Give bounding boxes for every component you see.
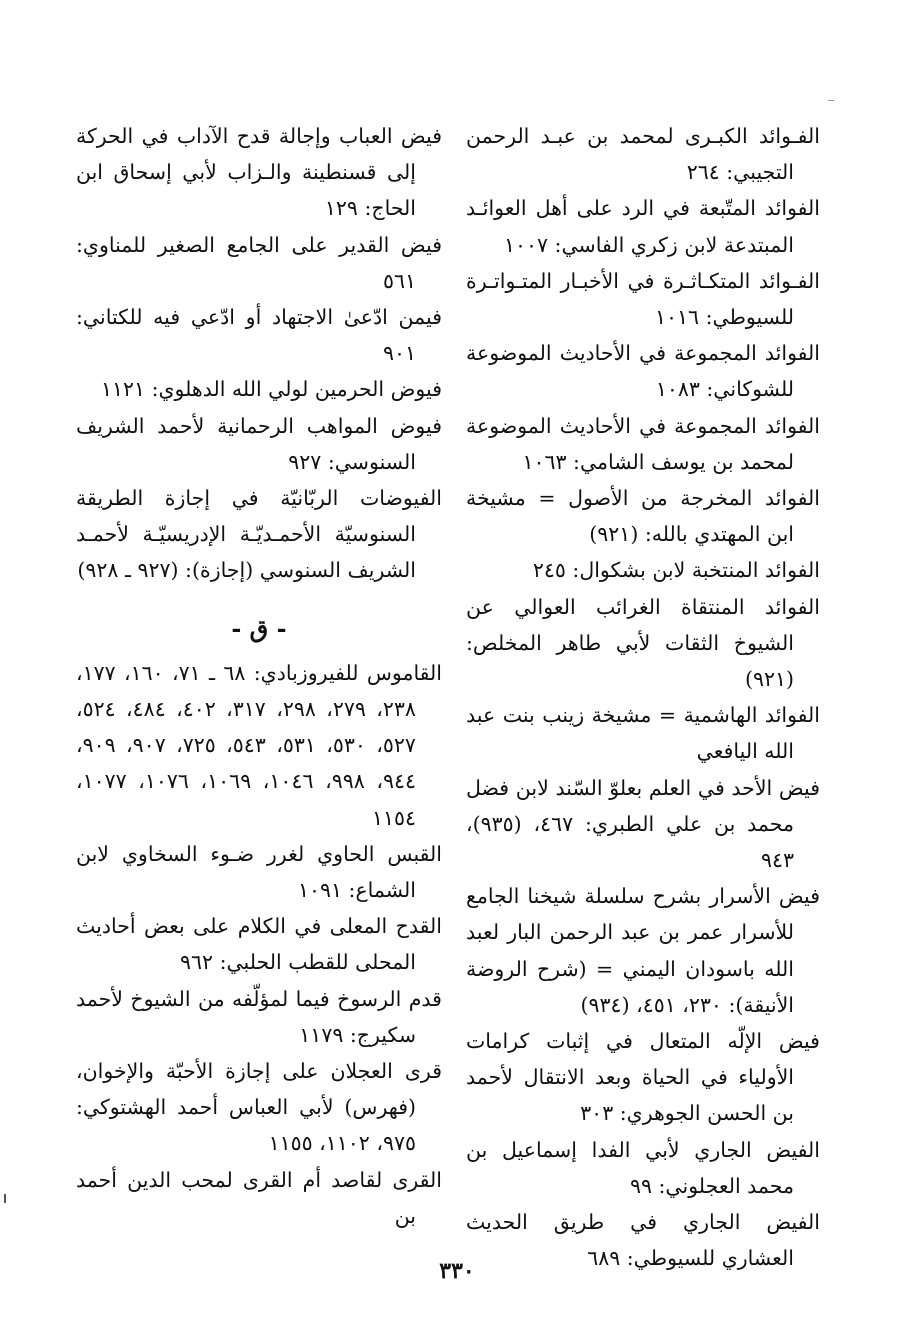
index-entry: الفوائد المخرجة من الأصول = مشيخة ابن المهتدي بالله: (٩٢١) bbox=[466, 486, 820, 547]
scan-speck bbox=[4, 1194, 6, 1203]
index-entry: الفيض الجاري في طريق الحديث العشاري للسيوطي: ٦٨٩ bbox=[466, 1210, 820, 1271]
index-entry: فيض القدير على الجامع الصغير للمناوي: ٥٦١ bbox=[76, 232, 442, 293]
index-entry: الفوائد المنتقاة الغرائب العوالي عن الشيوخ الثقات لأبي طاهر المخلص: (٩٢١) bbox=[466, 594, 820, 692]
index-entry: القرى لقاصد أم القرى لمحب الدين أحمد بن bbox=[76, 1167, 442, 1228]
index-entry: قرى العجلان على إجازة الأحبّة والإخوان، (فهرس) لأبي العباس أحمد الهشتوكي: ٩٧٥، ١١٠٢، ١١٥٥ bbox=[76, 1059, 442, 1156]
index-entry: الفوائد المتّبعة في الرد على أهل العوائـد المبتدعة لابن زكري الفاسي: ١٠٠٧ bbox=[466, 196, 820, 257]
index-entry: قدم الرسوخ فيما لمؤلّفه من الشيوخ لأحمد سكيرج: ١١٧٩ bbox=[76, 986, 442, 1047]
index-entry: القدح المعلى في الكلام على بعض أحاديث المحلى للقطب الحلبي: ٩٦٢ bbox=[76, 914, 442, 975]
index-entry: الفوائد المجموعة في الأحاديث الموضوعة للشوكاني: ١٠٨٣ bbox=[466, 341, 820, 402]
index-entry: الفوائد المنتخبة لابن بشكوال: ٢٤٥ bbox=[532, 558, 820, 583]
index-entry: الفـوائد الكبـرى لمحمد بن عبـد الرحمن التجيبي: ٢٦٤ bbox=[466, 124, 820, 185]
scan-speck bbox=[828, 100, 834, 101]
index-entry: الفوائد الهاشمية = مشيخة زينب بنت عبد الله اليافعي bbox=[466, 703, 820, 764]
right-column bbox=[466, 118, 820, 1277]
index-entry: الفيوضات الربّانيّة في إجازة الطريقة السنوسيّة الأحمـديّـة الإدريسيّـة لأحمـد الشريف السنوسي (إجازة): (٩٢٧ ـ ٩٢٨) bbox=[76, 486, 442, 583]
index-entry: فيض العباب وإجالة قدح الآداب في الحركة إلى قسنطينة والـزاب لأبي إسحاق ابن الحاج: ١٢٩ bbox=[76, 124, 442, 221]
page-number: ٣٣٠ bbox=[439, 1258, 475, 1284]
index-entry: الفـوائد المتكـاثـرة في الأخبـار المتـواتـرة للسيوطي: ١٠١٦ bbox=[466, 268, 820, 330]
index-entry: فيوض المواهب الرحمانية لأحمد الشريف السنوسي: ٩٢٧ bbox=[76, 413, 442, 474]
index-entry: فيوض الحرمين لولي الله الدهلوي: ١١٢١ bbox=[101, 377, 442, 402]
index-entry: فيمن ادّعىٰ الاجتهاد أو ادّعي فيه للكتاني: ٩٠١ bbox=[76, 305, 442, 366]
index-entry: الفوائد المجموعة في الأحاديث الموضوعة لمحمد بن يوسف الشامي: ١٠٦٣ bbox=[466, 413, 820, 474]
section-letter-heading: - ق - bbox=[231, 613, 287, 643]
index-entry: الفيض الجاري لأبي الفدا إسماعيل بن محمد العجلوني: ٩٩ bbox=[466, 1137, 820, 1198]
index-entry: القبس الحاوي لغرر ضـوء السخاوي لابن الشماع: ١٠٩١ bbox=[76, 841, 442, 903]
index-entry: فيض الأحد في العلم بعلوّ السّند لابن فضل محمد بن علي الطبري: ٤٦٧، (٩٣٥)، ٩٤٣ bbox=[466, 775, 820, 873]
index-entry: القاموس للفيروزبادي: ٦٨ ـ ٧١، ١٦٠، ١٧٧، ٢٣٨، ٢٧٩، ٢٩٨، ٣١٧، ٤٠٢، ٤٨٤، ٥٢٤، ٥٢٧، ٥٣٠، ٥٣١، ٥٤٣، ٧٢٥، ٩٠٧، ٩٠٩، ٩٤٤، ٩٩٨، ١٠٤٦، ١٠٦٩، ١٠٧٦، ١٠٧٧، ١١٥٤ bbox=[76, 660, 442, 830]
index-entry: فيض الإلّه المتعال في إثبات كرامات الأولياء في الحياة وبعد الانتقال لأحمد بن الحسن الجوهري: ٣٠٣ bbox=[466, 1029, 820, 1126]
index-entry: فيض الأسرار بشرح سلسلة شيخنا الجامع للأسرار عمر بن عبد الرحمن البار لعبد الله باسودان اليمني = (شرح الروضة الأنيقة): ٢٣٠، ٤٥١، (٩٣٤) bbox=[466, 884, 820, 1017]
left-column bbox=[76, 118, 442, 1234]
